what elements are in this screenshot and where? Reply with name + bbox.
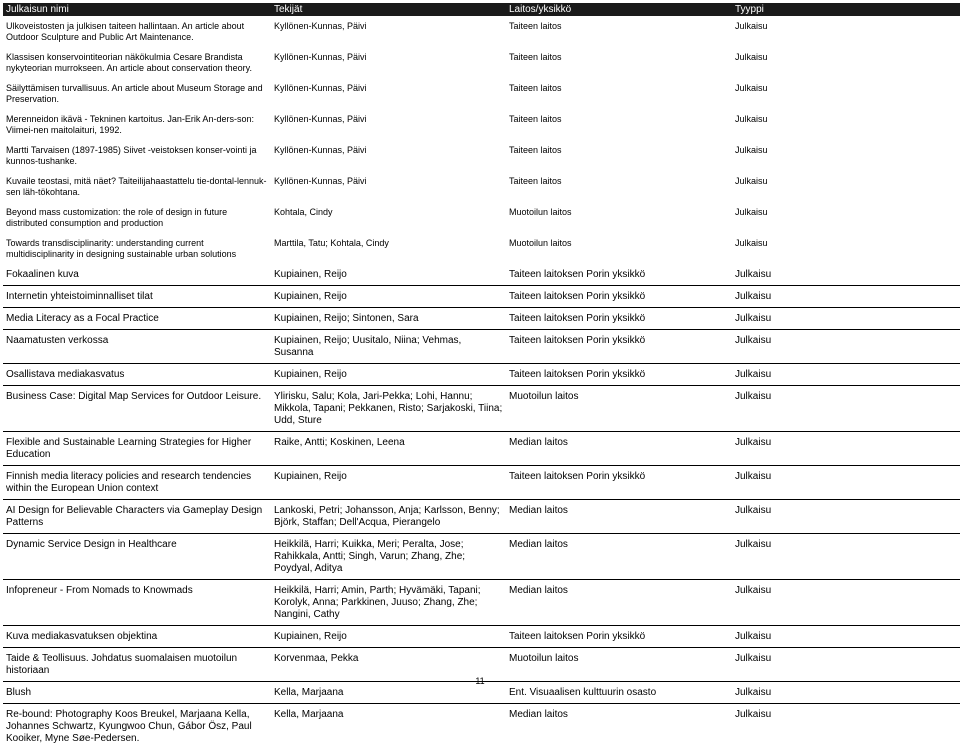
row-title: Merenneidon ikävä - Tekninen kartoitus. Jan-Erik An-ders-son: Viimei-nen maitolaituri, 1992. xyxy=(3,109,271,140)
row-department: Taiteen laitoksen Porin yksikkö xyxy=(506,364,732,386)
row-title: Flexible and Sustainable Learning Strategies for Higher Education xyxy=(3,432,271,466)
row-title: Osallistava mediakasvatus xyxy=(3,364,271,386)
table-row xyxy=(3,202,960,233)
row-type: Julkaisu xyxy=(732,233,960,264)
row-title: Business Case: Digital Map Services for Outdoor Leisure. xyxy=(3,386,271,432)
row-title: Säilyttämisen turvallisuus. An article about Museum Storage and Preservation. xyxy=(3,78,271,109)
table-row xyxy=(3,286,960,308)
row-authors: Kupiainen, Reijo; Uusitalo, Niina; Vehmas, Susanna xyxy=(271,330,506,364)
row-authors: Heikkilä, Harri; Amin, Parth; Hyvämäki, Tapani; Korolyk, Anna; Parkkinen, Juuso; Zhang, Zhe; Nangini, Cathy xyxy=(271,580,506,626)
row-department: Median laitos xyxy=(506,534,732,580)
row-department: Taiteen laitos xyxy=(506,109,732,140)
header-authors: Tekijät xyxy=(271,3,506,16)
row-title: Beyond mass customization: the role of design in future distributed consumption and production xyxy=(3,202,271,233)
row-type: Julkaisu xyxy=(732,264,960,286)
row-type: Julkaisu xyxy=(732,308,960,330)
row-department: Muotoilun laitos xyxy=(506,386,732,432)
row-authors: Heikkilä, Harri; Kuikka, Meri; Peralta, Jose; Rahikkala, Antti; Singh, Varun; Zhang, Zhe; Poydyal, Aditya xyxy=(271,534,506,580)
table-row xyxy=(3,308,960,330)
row-title: Kuvaile teostasi, mitä näet? Taiteilijahaastattelu tie-dontal-lennuk-sen läh-tökohtana. xyxy=(3,171,271,202)
row-authors: Kyllönen-Kunnas, Päivi xyxy=(271,140,506,171)
table-row xyxy=(3,171,960,202)
table-row xyxy=(3,109,960,140)
row-authors: Kupiainen, Reijo xyxy=(271,626,506,648)
row-title: Blush xyxy=(3,682,271,704)
row-authors: Ylirisku, Salu; Kola, Jari-Pekka; Lohi, Hannu; Mikkola, Tapani; Pekkanen, Risto; Sarjakoski, Tiina; Udd, Sture xyxy=(271,386,506,432)
row-type: Julkaisu xyxy=(732,386,960,432)
row-type: Julkaisu xyxy=(732,648,960,682)
row-department: Median laitos xyxy=(506,432,732,466)
row-title: Media Literacy as a Focal Practice xyxy=(3,308,271,330)
row-authors: Kupiainen, Reijo xyxy=(271,364,506,386)
publication-table xyxy=(3,3,960,749)
row-authors: Kyllönen-Kunnas, Päivi xyxy=(271,78,506,109)
row-department: Taiteen laitoksen Porin yksikkö xyxy=(506,330,732,364)
row-title: Dynamic Service Design in Healthcare xyxy=(3,534,271,580)
row-department: Median laitos xyxy=(506,580,732,626)
header-department: Laitos/yksikkö xyxy=(506,3,732,16)
row-type: Julkaisu xyxy=(732,682,960,704)
row-type: Julkaisu xyxy=(732,580,960,626)
table-row xyxy=(3,386,960,432)
table-body xyxy=(3,16,960,749)
table-row xyxy=(3,233,960,264)
row-authors: Lankoski, Petri; Johansson, Anja; Karlsson, Benny; Björk, Staffan; Dell'Acqua, Pierangelo xyxy=(271,500,506,534)
row-authors: Kella, Marjaana xyxy=(271,682,506,704)
row-type: Julkaisu xyxy=(732,626,960,648)
row-type: Julkaisu xyxy=(732,500,960,534)
table-row xyxy=(3,704,960,749)
row-type: Julkaisu xyxy=(732,330,960,364)
row-type: Julkaisu xyxy=(732,534,960,580)
row-type: Julkaisu xyxy=(732,47,960,78)
row-authors: Kyllönen-Kunnas, Päivi xyxy=(271,47,506,78)
row-title: Martti Tarvaisen (1897-1985) Siivet -veistoksen konser-vointi ja kunnos-tushanke. xyxy=(3,140,271,171)
header-type: Tyyppi xyxy=(732,3,960,16)
row-title: Re-bound: Photography Koos Breukel, Marjaana Kella, Johannes Schwartz, Kyungwoo Chun, Gábor Ösz, Paul Kooiker, Myne Søe-Pedersen. xyxy=(3,704,271,749)
table-row xyxy=(3,16,960,47)
row-type: Julkaisu xyxy=(732,364,960,386)
row-authors: Kupiainen, Reijo xyxy=(271,264,506,286)
row-department: Muotoilun laitos xyxy=(506,648,732,682)
row-title: AI Design for Believable Characters via Gameplay Design Patterns xyxy=(3,500,271,534)
table-row xyxy=(3,534,960,580)
row-title: Ulkoveistosten ja julkisen taiteen hallintaan. An article about Outdoor Sculpture and Public Art Maintenance. xyxy=(3,16,271,47)
row-department: Taiteen laitoksen Porin yksikkö xyxy=(506,286,732,308)
row-department: Muotoilun laitos xyxy=(506,202,732,233)
row-title: Kuva mediakasvatuksen objektina xyxy=(3,626,271,648)
table-row xyxy=(3,500,960,534)
table-row xyxy=(3,330,960,364)
row-title: Naamatusten verkossa xyxy=(3,330,271,364)
table-row xyxy=(3,47,960,78)
row-authors: Kupiainen, Reijo xyxy=(271,466,506,500)
table-row xyxy=(3,364,960,386)
row-authors: Kyllönen-Kunnas, Päivi xyxy=(271,16,506,47)
row-department: Taiteen laitos xyxy=(506,47,732,78)
row-authors: Korvenmaa, Pekka xyxy=(271,648,506,682)
row-title: Infopreneur - From Nomads to Knowmads xyxy=(3,580,271,626)
row-department: Taiteen laitoksen Porin yksikkö xyxy=(506,308,732,330)
table-row xyxy=(3,140,960,171)
row-title: Fokaalinen kuva xyxy=(3,264,271,286)
row-type: Julkaisu xyxy=(732,140,960,171)
row-department: Taiteen laitos xyxy=(506,78,732,109)
row-authors: Kyllönen-Kunnas, Päivi xyxy=(271,109,506,140)
row-department: Median laitos xyxy=(506,704,732,749)
row-type: Julkaisu xyxy=(732,16,960,47)
row-department: Taiteen laitos xyxy=(506,140,732,171)
table-row xyxy=(3,466,960,500)
row-type: Julkaisu xyxy=(732,432,960,466)
row-title: Towards transdisciplinarity: understanding current multidisciplinarity in designing sustainable urban solutions xyxy=(3,233,271,264)
row-department: Taiteen laitos xyxy=(506,171,732,202)
row-department: Taiteen laitoksen Porin yksikkö xyxy=(506,626,732,648)
row-title: Finnish media literacy policies and research tendencies within the European Union context xyxy=(3,466,271,500)
page-number: 11 xyxy=(0,676,960,686)
table-row xyxy=(3,264,960,286)
row-authors: Kella, Marjaana xyxy=(271,704,506,749)
row-authors: Kyllönen-Kunnas, Päivi xyxy=(271,171,506,202)
table-row xyxy=(3,626,960,648)
row-department: Ent. Visuaalisen kulttuurin osasto xyxy=(506,682,732,704)
table-row xyxy=(3,580,960,626)
row-type: Julkaisu xyxy=(732,202,960,233)
table-header xyxy=(3,3,960,16)
row-type: Julkaisu xyxy=(732,286,960,308)
row-type: Julkaisu xyxy=(732,109,960,140)
row-type: Julkaisu xyxy=(732,78,960,109)
table-row xyxy=(3,432,960,466)
row-authors: Kupiainen, Reijo xyxy=(271,286,506,308)
row-authors: Kupiainen, Reijo; Sintonen, Sara xyxy=(271,308,506,330)
table-row xyxy=(3,78,960,109)
row-authors: Kohtala, Cindy xyxy=(271,202,506,233)
row-type: Julkaisu xyxy=(732,704,960,749)
row-department: Muotoilun laitos xyxy=(506,233,732,264)
row-authors: Marttila, Tatu; Kohtala, Cindy xyxy=(271,233,506,264)
row-title: Taide & Teollisuus. Johdatus suomalaisen muotoilun historiaan xyxy=(3,648,271,682)
row-title: Internetin yhteistoiminnalliset tilat xyxy=(3,286,271,308)
header-title: Julkaisun nimi xyxy=(3,3,271,16)
row-type: Julkaisu xyxy=(732,171,960,202)
row-department: Taiteen laitos xyxy=(506,16,732,47)
row-department: Taiteen laitoksen Porin yksikkö xyxy=(506,264,732,286)
row-type: Julkaisu xyxy=(732,466,960,500)
row-authors: Raike, Antti; Koskinen, Leena xyxy=(271,432,506,466)
row-department: Median laitos xyxy=(506,500,732,534)
row-department: Taiteen laitoksen Porin yksikkö xyxy=(506,466,732,500)
row-title: Klassisen konservointiteorian näkökulmia Cesare Brandista nykyteorian murrokseen. An article about conservation theory. xyxy=(3,47,271,78)
